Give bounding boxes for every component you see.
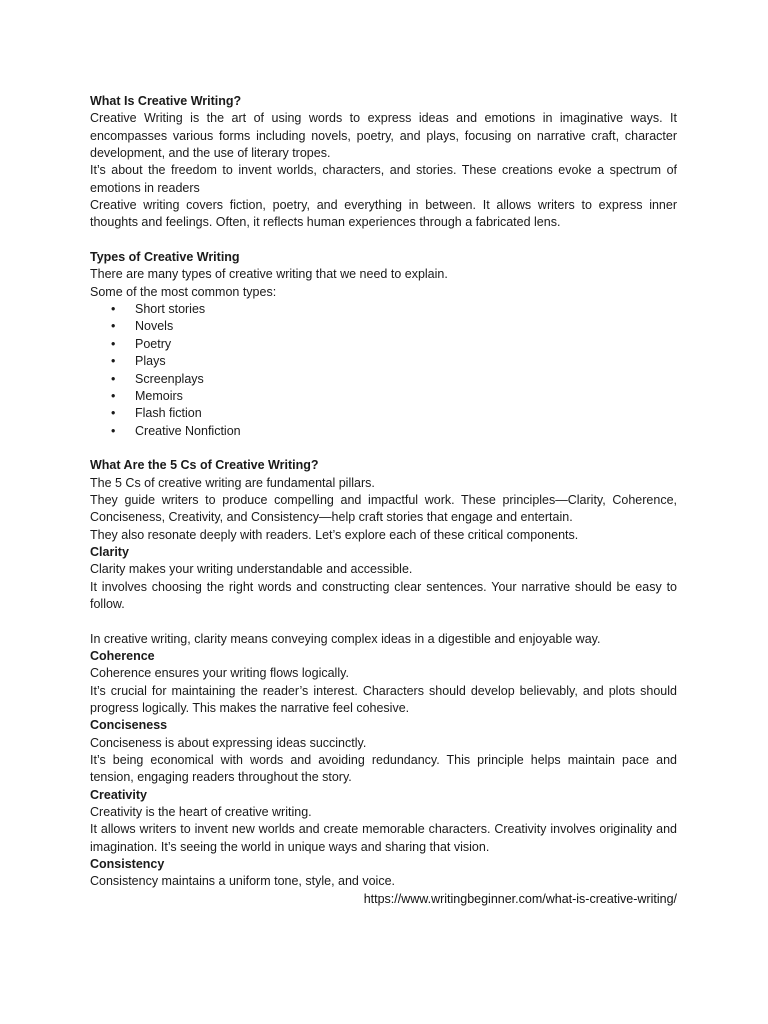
heading-clarity: Clarity <box>90 544 129 559</box>
source-url: https://www.writingbeginner.com/what-is-creative-writing/ <box>363 891 677 906</box>
paragraph: It’s crucial for maintaining the reader’s interest. Characters should develop believably, and plots should progress logically. This makes the narrative feel cohesive. <box>90 683 677 716</box>
bullet-icon: • <box>111 388 116 403</box>
paragraph: Clarity makes your writing understandable and accessible. <box>90 562 413 577</box>
bullet-icon: • <box>111 302 116 317</box>
section-creativity <box>90 787 677 856</box>
paragraph: They guide writers to produce compelling and impactful work. These principles—Clarity, Coherence, Conciseness, Creativity, and Consistency—help craft stories that engage and entertain. <box>90 492 677 525</box>
blank-line <box>90 613 677 630</box>
list-item-label: Memoirs <box>135 388 183 403</box>
paragraph: The 5 Cs of creative writing are fundamental pillars. <box>90 475 375 490</box>
heading-creativity: Creativity <box>90 787 147 802</box>
list-item <box>90 301 677 318</box>
list-item-label: Poetry <box>135 336 172 351</box>
paragraph: In creative writing, clarity means conveying complex ideas in a digestible and enjoyable way. <box>90 631 601 646</box>
bullet-icon: • <box>111 371 116 386</box>
list-item-label: Novels <box>135 319 174 334</box>
bullet-icon: • <box>111 319 116 334</box>
section-five-cs <box>90 457 677 544</box>
list-item <box>90 318 677 335</box>
section-clarity <box>90 544 677 648</box>
types-bullet-list <box>90 301 677 440</box>
bullet-icon: • <box>111 423 116 438</box>
paragraph: It’s about the freedom to invent worlds, characters, and stories. These creations evoke a spectrum of emotions in readers <box>90 163 677 195</box>
list-item-label: Short stories <box>135 302 206 317</box>
list-item <box>90 388 677 405</box>
list-item <box>90 353 677 370</box>
list-item-label: Flash fiction <box>135 406 202 421</box>
list-item <box>90 405 677 422</box>
paragraph: There are many types of creative writing that we need to explain. <box>90 267 448 282</box>
paragraph: They also resonate deeply with readers. Let’s explore each of these critical components. <box>90 527 579 542</box>
list-item-label: Screenplays <box>135 371 204 386</box>
heading-conciseness: Conciseness <box>90 718 168 733</box>
list-item-label: Creative Nonfiction <box>135 423 241 438</box>
bullet-icon: • <box>111 406 116 421</box>
blank-line <box>90 440 677 457</box>
bullet-icon: • <box>111 336 116 351</box>
list-item <box>90 336 677 353</box>
heading-what-is-creative-writing: What Is Creative Writing? <box>90 94 242 108</box>
paragraph: Consistency maintains a uniform tone, style, and voice. <box>90 874 396 889</box>
section-coherence <box>90 648 677 717</box>
section-what-is-creative-writing <box>90 93 677 232</box>
paragraph: Creative writing covers fiction, poetry, and everything in between. It allows writers to express inner thoughts and feelings. Often, it reflects human experiences through a fabricated lens. <box>90 198 677 230</box>
section-consistency <box>90 856 677 891</box>
paragraph: It involves choosing the right words and constructing clear sentences. Your narrative should be easy to follow. <box>90 579 677 611</box>
heading-five-cs: What Are the 5 Cs of Creative Writing? <box>90 458 319 473</box>
paragraph: Coherence ensures your writing flows logically. <box>90 666 349 681</box>
paragraph: Creativity is the heart of creative writing. <box>90 805 312 820</box>
paragraph: Some of the most common types: <box>90 284 277 299</box>
heading-consistency: Consistency <box>90 857 165 872</box>
heading-types-of-creative-writing: Types of Creative Writing <box>90 250 240 265</box>
paragraph: Creative Writing is the art of using words to express ideas and emotions in imaginative ways. It encompasses various forms including novels, poetry, and plays, focusing on narrative craft, character development, and the use of literary tropes. <box>90 111 677 161</box>
list-item <box>90 423 677 440</box>
blank-line <box>90 232 677 249</box>
paragraph: It’s being economical with words and avoiding redundancy. This principle helps maintain pace and tension, engaging readers throughout the story. <box>90 753 677 785</box>
bullet-icon: • <box>111 354 116 369</box>
paragraph: It allows writers to invent new worlds and create memorable characters. Creativity involves originality and imagination. It’s seeing the world in unique ways and sharing that vision. <box>90 822 677 854</box>
list-item <box>90 371 677 388</box>
section-conciseness <box>90 717 677 786</box>
list-item-label: Plays <box>135 354 166 369</box>
section-types-of-creative-writing <box>90 249 677 440</box>
paragraph: Conciseness is about expressing ideas succinctly. <box>90 735 367 750</box>
heading-coherence: Coherence <box>90 649 155 663</box>
